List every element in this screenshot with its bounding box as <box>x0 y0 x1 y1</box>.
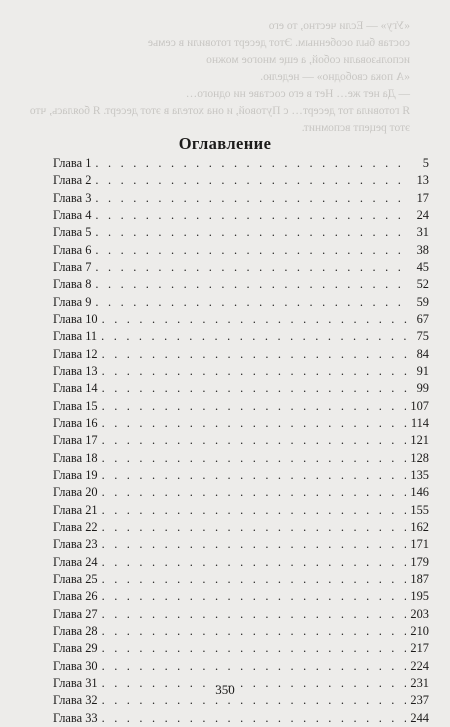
toc-entry <box>53 519 429 536</box>
dot-leader <box>102 380 411 397</box>
toc-entry-page: 146 <box>410 485 429 500</box>
toc-entry-page: 31 <box>416 225 429 240</box>
toc-entry <box>53 415 429 432</box>
dot-leader <box>102 502 407 519</box>
toc-entry <box>53 346 429 363</box>
toc-entry <box>53 363 429 380</box>
dot-leader <box>102 658 407 675</box>
toc-entry <box>53 155 429 172</box>
toc-entry-label: Глава 19 <box>53 467 98 482</box>
toc-entry-page: 231 <box>410 675 429 690</box>
toc-entry <box>53 467 429 484</box>
toc-entry <box>53 536 429 553</box>
page-title: Оглавление <box>178 134 272 153</box>
toc-entry-page: 203 <box>410 606 429 621</box>
toc-entry-label: Глава 30 <box>53 658 98 673</box>
toc-entry-page: 121 <box>410 433 429 448</box>
toc-entry-label: Глава 16 <box>53 415 98 430</box>
toc-entry-label: Глава 15 <box>53 398 98 413</box>
toc-entry-page: 13 <box>416 173 429 188</box>
toc-entry-page: 84 <box>416 346 429 361</box>
dot-leader <box>95 294 411 311</box>
dot-leader <box>102 710 407 727</box>
toc-entry-label: Глава 5 <box>53 225 92 240</box>
toc-entry-label: Глава 25 <box>53 571 98 586</box>
toc-entry <box>53 224 429 241</box>
toc-entry-label: Глава 2 <box>53 173 92 188</box>
dot-leader <box>102 484 407 501</box>
toc-entry <box>53 242 429 259</box>
dot-leader <box>95 172 411 189</box>
toc-entry-label: Глава 12 <box>53 346 98 361</box>
bleed-line: использовали собой, а еще многое можно <box>206 54 410 66</box>
toc-entry-page: 162 <box>410 519 429 534</box>
toc-entry <box>53 398 429 415</box>
toc-entry-label: Глава 18 <box>53 450 98 465</box>
dot-leader <box>95 276 411 293</box>
toc-entry-page: 224 <box>410 658 429 673</box>
dot-leader <box>102 606 407 623</box>
toc-entry-page: 187 <box>410 571 429 586</box>
toc-entry-label: Глава 20 <box>53 485 98 500</box>
dot-leader <box>102 554 407 571</box>
dot-leader <box>102 398 407 415</box>
toc-entry-page: 195 <box>410 589 429 604</box>
bleed-line: состав был особенным. Этот десерт готовили в семье <box>147 37 410 49</box>
dot-leader <box>95 190 411 207</box>
dot-leader <box>102 519 407 536</box>
toc-entry <box>53 606 429 623</box>
toc-entry-label: Глава 27 <box>53 606 98 621</box>
toc-entry-label: Глава 6 <box>53 242 92 257</box>
toc-entry <box>53 328 429 345</box>
toc-entry-label: Глава 14 <box>53 381 98 396</box>
toc-entry-label: Глава 28 <box>53 623 98 638</box>
toc-entry-page: 67 <box>416 311 429 326</box>
bleed-through-text <box>0 18 450 137</box>
toc-entry-page: 75 <box>416 329 429 344</box>
toc-entry-page: 91 <box>416 363 429 378</box>
toc-entry-label: Глава 4 <box>53 207 92 222</box>
toc-entry-label: Глава 13 <box>53 363 98 378</box>
toc-entry <box>53 554 429 571</box>
toc-entry-page: 171 <box>410 537 429 552</box>
toc-entry-page: 17 <box>416 190 429 205</box>
toc-entry-label: Глава 26 <box>53 589 98 604</box>
toc-entry-page: 38 <box>416 242 429 257</box>
table-of-contents <box>53 155 429 727</box>
toc-entry-page: 99 <box>416 381 429 396</box>
toc-entry-label: Глава 9 <box>53 294 92 309</box>
toc-entry-page: 217 <box>410 641 429 656</box>
dot-leader <box>102 623 407 640</box>
toc-entry-label: Глава 24 <box>53 554 98 569</box>
dot-leader <box>102 640 407 657</box>
toc-entry-label: Глава 29 <box>53 641 98 656</box>
bleed-line: «А пока свободно» — неделю. <box>260 71 410 83</box>
toc-entry <box>53 710 429 727</box>
dot-leader <box>102 467 407 484</box>
toc-entry <box>53 172 429 189</box>
toc-entry-label: Глава 3 <box>53 190 92 205</box>
toc-entry-page: 5 <box>422 156 429 170</box>
dot-leader <box>102 571 407 588</box>
toc-entry <box>53 207 429 224</box>
toc-entry-label: Глава 32 <box>53 693 98 708</box>
dot-leader <box>102 450 407 467</box>
toc-entry-label: Глава 17 <box>53 433 98 448</box>
dot-leader <box>102 588 407 605</box>
toc-entry-page: 24 <box>416 207 429 222</box>
toc-entry-page: 155 <box>410 502 429 517</box>
toc-entry-page: 45 <box>416 259 429 274</box>
toc-entry <box>53 380 429 397</box>
toc-entry <box>53 588 429 605</box>
toc-entry-page: 244 <box>410 710 429 725</box>
dot-leader <box>102 536 407 553</box>
toc-entry <box>53 450 429 467</box>
toc-entry-page: 107 <box>410 398 429 413</box>
toc-entry-label: Глава 7 <box>53 259 92 274</box>
toc-entry <box>53 502 429 519</box>
toc-entry-page: 210 <box>410 623 429 638</box>
toc-entry <box>53 432 429 449</box>
toc-entry-label: Глава 21 <box>53 502 98 517</box>
toc-entry-page: 237 <box>410 693 429 708</box>
dot-leader <box>102 432 407 449</box>
dot-leader <box>102 311 411 328</box>
toc-entry-label: Глава 33 <box>53 710 98 725</box>
dot-leader <box>95 207 411 224</box>
bleed-line: этот рецепт вспомнит. <box>301 122 410 134</box>
dot-leader <box>102 346 411 363</box>
toc-entry <box>53 623 429 640</box>
toc-entry-label: Глава 1 <box>53 156 92 170</box>
dot-leader <box>102 415 407 432</box>
dot-leader <box>95 242 411 259</box>
dot-leader <box>101 328 411 345</box>
toc-entry <box>53 484 429 501</box>
toc-entry-label: Глава 23 <box>53 537 98 552</box>
toc-entry-page: 114 <box>410 415 429 430</box>
toc-entry <box>53 190 429 207</box>
toc-entry <box>53 571 429 588</box>
toc-entry <box>53 640 429 657</box>
toc-entry <box>53 259 429 276</box>
toc-entry-label: Глава 22 <box>53 519 98 534</box>
toc-entry <box>53 311 429 328</box>
toc-entry-page: 179 <box>410 554 429 569</box>
toc-entry-label: Глава 10 <box>53 311 98 326</box>
toc-entry-page: 128 <box>410 450 429 465</box>
toc-entry <box>53 294 429 311</box>
bleed-line: «Угу» — Если честно, то его <box>268 20 410 32</box>
toc-entry-label: Глава 11 <box>53 329 98 344</box>
toc-entry-page: 52 <box>416 277 429 292</box>
toc-entry <box>53 658 429 675</box>
toc-entry-label: Глава 31 <box>53 675 98 690</box>
bleed-line: Я готовила тот десерт… с Путовой, и она хотела в этот десерт. Я боялась, что <box>29 105 410 117</box>
bleed-line: — Да нет же… Нет в его составе ни одного… <box>185 88 410 100</box>
dot-leader <box>95 155 411 172</box>
toc-entry-page: 135 <box>410 467 429 482</box>
dot-leader <box>102 363 411 380</box>
toc-entry-label: Глава 8 <box>53 277 92 292</box>
dot-leader <box>95 224 411 241</box>
dot-leader <box>95 259 411 276</box>
toc-entry-page: 59 <box>416 294 429 309</box>
toc-entry <box>53 276 429 293</box>
page-number: 350 <box>215 682 235 697</box>
